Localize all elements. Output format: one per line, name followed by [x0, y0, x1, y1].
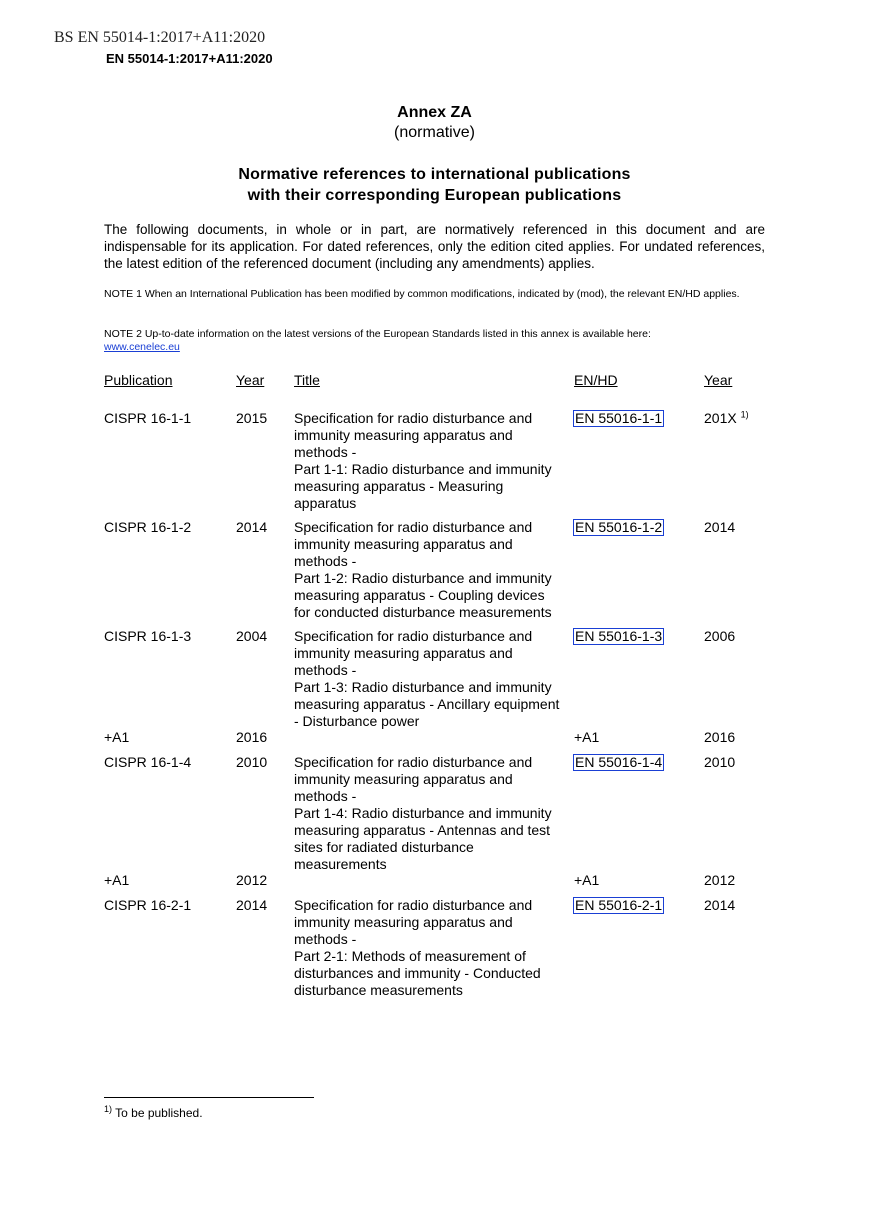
row-title-line: methods - — [294, 931, 357, 947]
row-title — [294, 628, 579, 730]
row-year-en — [704, 519, 735, 536]
row-year-en-value: 2016 — [704, 729, 736, 745]
row-title-line: Specification for radio disturbance and — [294, 754, 533, 770]
footnote-text: To be published. — [115, 1106, 203, 1120]
note-1: NOTE 1 When an International Publication has been modified by common modifications, indicated by (mod), the relevant EN/HD applies. — [104, 288, 740, 300]
cenelec-link[interactable]: www.cenelec.eu — [104, 341, 180, 353]
row-year-en — [704, 729, 735, 746]
row-title-line: apparatus — [294, 495, 357, 511]
section-heading-line1: Normative references to international publications — [238, 166, 631, 183]
enhd-link[interactable]: EN 55016-1-3 — [575, 628, 663, 644]
section-heading — [0, 164, 869, 206]
row-year: 2014 — [236, 519, 268, 535]
header-enhd: EN/HD — [574, 372, 618, 388]
section-heading-line2: with their corresponding European publications — [247, 187, 622, 204]
row-title-line: methods - — [294, 553, 357, 569]
row-title-line: immunity measuring apparatus and — [294, 427, 513, 443]
row-enhd — [574, 519, 664, 536]
row-title-line: Part 2-1: Methods of measurement of — [294, 948, 526, 964]
row-title-line: immunity measuring apparatus and — [294, 771, 513, 787]
row-enhd — [574, 628, 664, 645]
row-title-line: measuring apparatus - Measuring — [294, 478, 504, 494]
note-2-text: NOTE 2 Up-to-date information on the latest versions of the European Standards listed in this annex is available here: — [104, 328, 651, 340]
enhd-link[interactable]: EN 55016-1-4 — [575, 754, 663, 770]
header-publication: Publication — [104, 372, 173, 388]
row-publication: CISPR 16-1-3 — [104, 628, 192, 644]
enhd-link[interactable]: EN 55016-1-2 — [575, 519, 663, 535]
row-year-en-value: 2006 — [704, 628, 736, 644]
row-year-en — [704, 754, 735, 771]
intro-paragraph: The following documents, in whole or in part, are normatively referenced in this document and are indispensable for its application. For dated references, only the edition cited applies. For undated references, the latest edition of the referenced document (including any amendments) applies. — [104, 222, 765, 271]
row-title-line: disturbance measurements — [294, 982, 463, 998]
row-enhd — [574, 754, 664, 771]
header-year: Year — [236, 372, 265, 388]
row-title-line: immunity measuring apparatus and — [294, 536, 513, 552]
annex-subtitle: (normative) — [394, 124, 475, 141]
row-title-line: sites for radiated disturbance — [294, 839, 474, 855]
row-year-en-value: 2014 — [704, 897, 736, 913]
header-title: Title — [294, 372, 320, 388]
footnote-divider — [104, 1097, 314, 1098]
footnote-mark: 1) — [104, 1104, 113, 1114]
row-title-line: disturbances and immunity - Conducted — [294, 965, 541, 981]
row-title-line: Part 1-3: Radio disturbance and immunity — [294, 679, 552, 695]
row-year-en-value: 2010 — [704, 754, 736, 770]
row-title-line: methods - — [294, 788, 357, 804]
row-year-en — [704, 410, 749, 427]
row-title-line: measuring apparatus - Antennas and test — [294, 822, 551, 838]
row-title — [294, 410, 579, 512]
row-title-line: Specification for radio disturbance and — [294, 410, 533, 426]
header-year-en: Year — [704, 372, 733, 388]
row-enhd: +A1 — [574, 872, 600, 888]
row-title-line: Specification for radio disturbance and — [294, 897, 533, 913]
row-year-en-value: 201X — [704, 410, 737, 426]
row-title-line: Part 1-2: Radio disturbance and immunity — [294, 570, 552, 586]
row-publication: CISPR 16-1-1 — [104, 410, 192, 426]
row-title — [294, 519, 579, 621]
row-title-line: Part 1-1: Radio disturbance and immunity — [294, 461, 552, 477]
row-title-line: immunity measuring apparatus and — [294, 914, 513, 930]
row-publication: +A1 — [104, 729, 130, 745]
footnote-ref: 1) — [740, 409, 749, 420]
note-2 — [104, 328, 765, 354]
row-year-en-value: 2012 — [704, 872, 736, 888]
row-year: 2016 — [236, 729, 268, 745]
row-title-line: Specification for radio disturbance and — [294, 519, 533, 535]
row-title-line: Specification for radio disturbance and — [294, 628, 533, 644]
row-publication: CISPR 16-1-2 — [104, 519, 192, 535]
row-title-line: for conducted disturbance measurements — [294, 604, 552, 620]
row-year-en — [704, 897, 735, 914]
row-year-en — [704, 872, 735, 889]
row-title-line: immunity measuring apparatus and — [294, 645, 513, 661]
standard-id-header: BS EN 55014-1:2017+A11:2020 — [54, 29, 266, 46]
footnote — [104, 1106, 203, 1120]
row-enhd — [574, 410, 664, 427]
row-title-line: methods - — [294, 662, 357, 678]
row-enhd — [574, 897, 664, 914]
row-title-line: measuring apparatus - Ancillary equipment — [294, 696, 560, 712]
row-year: 2010 — [236, 754, 268, 770]
row-year: 2012 — [236, 872, 268, 888]
row-year: 2004 — [236, 628, 268, 644]
enhd-link[interactable]: EN 55016-1-1 — [575, 410, 663, 426]
row-title — [294, 754, 579, 873]
row-year-en — [704, 628, 735, 645]
row-title-line: measurements — [294, 856, 387, 872]
standard-id-subheader: EN 55014-1:2017+A11:2020 — [106, 51, 273, 66]
row-title-line: - Disturbance power — [294, 713, 420, 729]
row-year-en-value: 2014 — [704, 519, 736, 535]
row-year: 2015 — [236, 410, 268, 426]
annex-title: Annex ZA — [397, 104, 472, 121]
row-title-line: methods - — [294, 444, 357, 460]
row-year: 2014 — [236, 897, 268, 913]
row-enhd: +A1 — [574, 729, 600, 745]
row-publication: +A1 — [104, 872, 130, 888]
row-title — [294, 897, 579, 999]
row-publication: CISPR 16-1-4 — [104, 754, 192, 770]
row-publication: CISPR 16-2-1 — [104, 897, 192, 913]
row-title-line: Part 1-4: Radio disturbance and immunity — [294, 805, 552, 821]
enhd-link[interactable]: EN 55016-2-1 — [575, 897, 663, 913]
row-title-line: measuring apparatus - Coupling devices — [294, 587, 545, 603]
